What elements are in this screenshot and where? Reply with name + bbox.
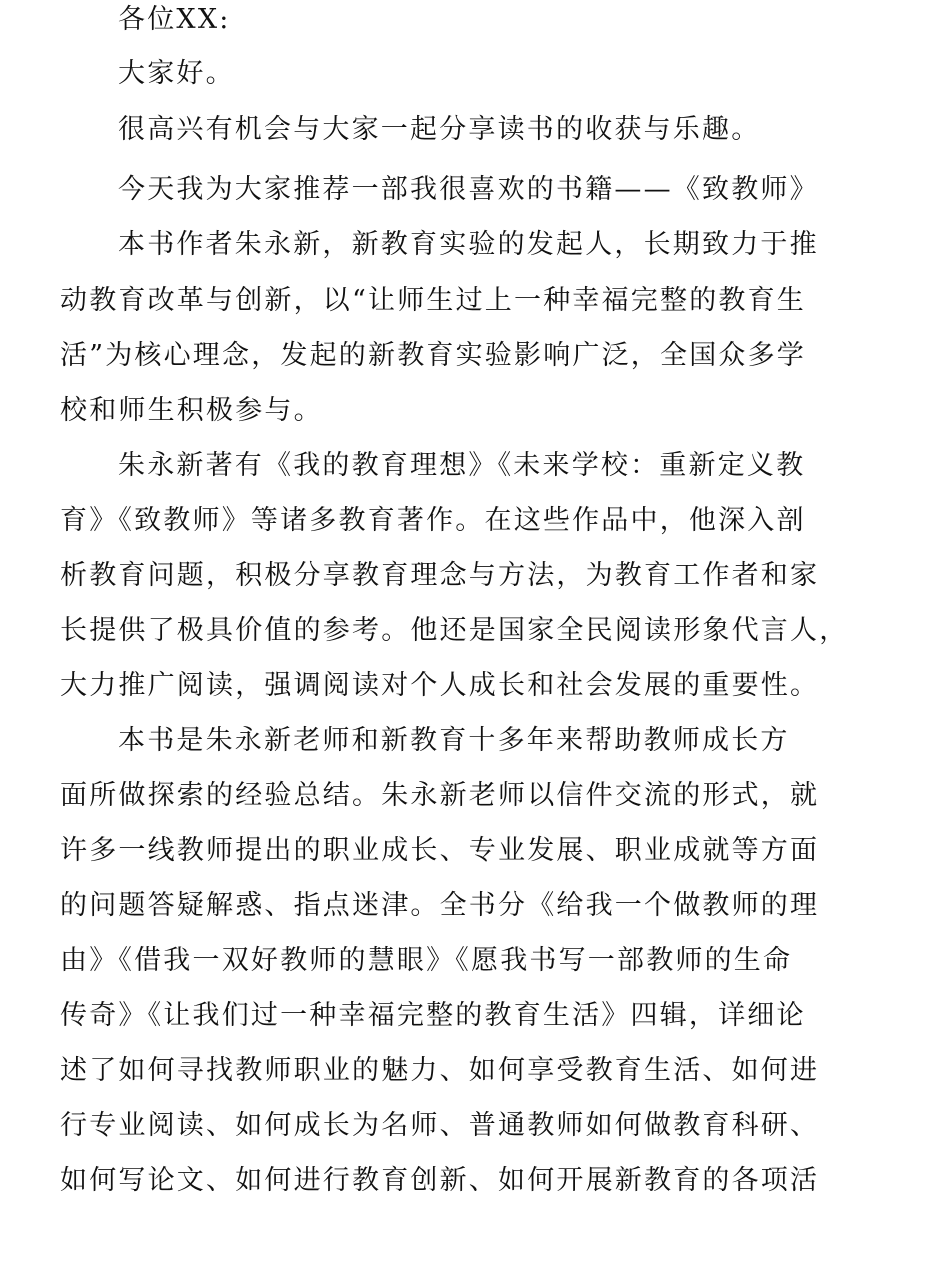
text-line: 本书作者朱永新，新教育实验的发起人，长期致力于推 (118, 229, 819, 260)
text-line: 朱永新著有《我的教育理想》《未来学校：重新定义教 (118, 450, 806, 481)
text-line: 由》《借我一双好教师的慧眼》《愿我书写一部教师的生命 (60, 945, 793, 976)
text-line: 大力推广阅读，强调阅读对个人成长和社会发展的重要性。 (60, 670, 820, 701)
text-line: 今天我为大家推荐一部我很喜欢的书籍——《致教师》 (118, 174, 819, 205)
text-line: 很高兴有机会与大家一起分享读书的收获与乐趣。 (118, 114, 761, 145)
text-line: 许多一线教师提出的职业成长、专业发展、职业成就等方面 (60, 835, 820, 866)
text-line: 析教育问题，积极分享教育理念与方法，为教育工作者和家 (60, 560, 820, 591)
text-line: 活”为核心理念，发起的新教育实验影响广泛，全国众多学 (60, 340, 807, 371)
text-line: 述了如何寻找教师职业的魅力、如何享受教育生活、如何进 (60, 1055, 820, 1086)
text-line: 面所做探索的经验总结。朱永新老师以信件交流的形式，就 (60, 780, 820, 811)
text-line: 的问题答疑解惑、指点迷津。全书分《给我一个做教师的理 (60, 890, 820, 921)
text-line: 本书是朱永新老师和新教育十多年来帮助教师成长方 (118, 725, 790, 756)
text-line: 动教育改革与创新，以“让师生过上一种幸福完整的教育生 (60, 285, 807, 316)
text-line: 传奇》《让我们过一种幸福完整的教育生活》四辑，详细论 (60, 1000, 806, 1031)
text-line: 育》《致教师》等诸多教育著作。在这些作品中，他深入剖 (60, 505, 806, 536)
text-line: 如何写论文、如何进行教育创新、如何开展新教育的各项活 (60, 1165, 820, 1196)
text-line-hello: 大家好。 (118, 58, 235, 89)
text-line: 校和师生积极参与。 (60, 395, 323, 426)
text-line: 行专业阅读、如何成长为名师、普通教师如何做教育科研、 (60, 1110, 820, 1141)
text-line-greeting: 各位XX: (118, 4, 231, 35)
text-line: 长提供了极具价值的参考。他还是国家全民阅读形象代言人， (60, 615, 849, 646)
